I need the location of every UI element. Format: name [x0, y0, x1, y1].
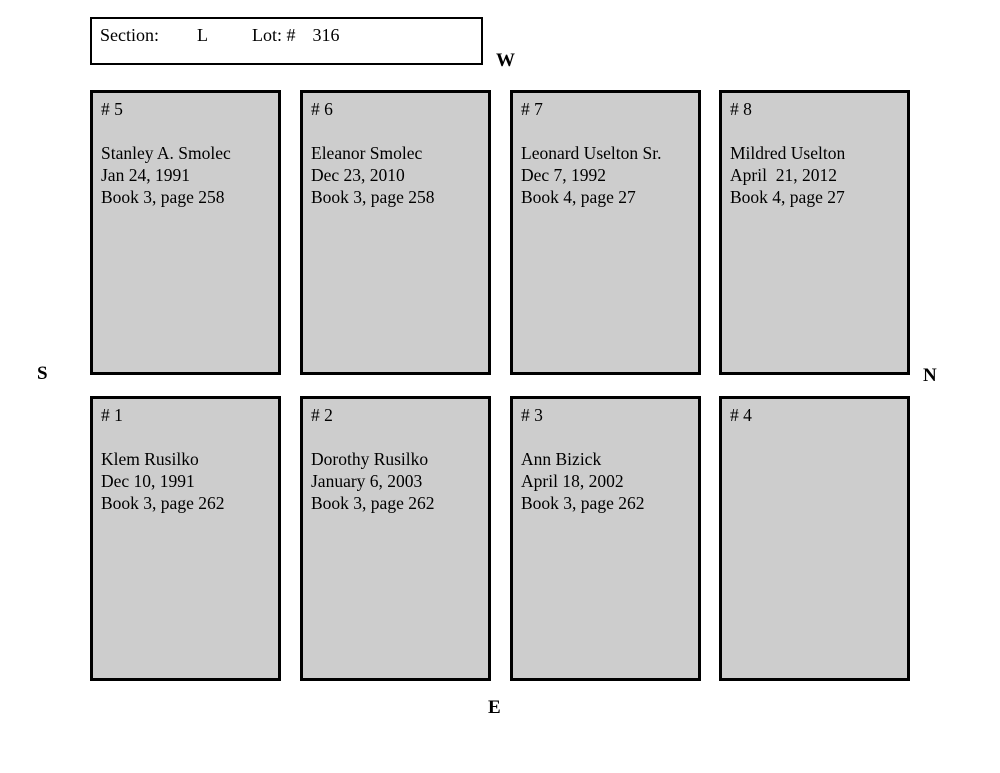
plot-info	[101, 142, 270, 208]
plot-cell-5	[90, 90, 281, 375]
plot-book: Book 4, page 27	[521, 187, 636, 207]
section-lot-header	[90, 17, 483, 65]
plot-cell-2	[300, 396, 491, 681]
plot-date: April 18, 2002	[521, 471, 624, 491]
plot-book: Book 3, page 258	[311, 187, 435, 207]
plot-cell-3	[510, 396, 701, 681]
plot-cell-7	[510, 90, 701, 375]
plot-info	[521, 448, 690, 514]
plot-number: # 8	[730, 99, 752, 119]
compass-east-label: E	[488, 697, 501, 718]
plot-number: # 4	[730, 405, 752, 425]
plot-book: Book 3, page 262	[311, 493, 435, 513]
plot-name: Dorothy Rusilko	[311, 449, 429, 469]
plot-date: Jan 24, 1991	[101, 165, 190, 185]
section-lot-text	[92, 19, 481, 46]
plot-cell-8	[719, 90, 910, 375]
plot-date: Dec 23, 2010	[311, 165, 405, 185]
plot-date: January 6, 2003	[311, 471, 423, 491]
plot-cell-4	[719, 396, 910, 681]
plot-info	[311, 142, 480, 208]
plot-book: Book 3, page 258	[101, 187, 225, 207]
plot-number: # 7	[521, 99, 543, 119]
plot-number: # 2	[311, 405, 333, 425]
plot-number: # 1	[101, 405, 123, 425]
plot-book: Book 3, page 262	[101, 493, 225, 513]
lot-value: 316	[312, 25, 340, 45]
plot-date: April 21, 2012	[730, 165, 837, 185]
plot-date: Dec 7, 1992	[521, 165, 607, 185]
plot-number: # 3	[521, 405, 543, 425]
plot-book: Book 3, page 262	[521, 493, 645, 513]
plot-name: Ann Bizick	[521, 449, 602, 469]
compass-north-label: N	[923, 365, 937, 386]
plot-info	[101, 448, 270, 514]
plot-name: Leonard Uselton Sr.	[521, 143, 662, 163]
section-label: Section:	[100, 25, 159, 45]
compass-south-label: S	[37, 363, 48, 384]
plot-book: Book 4, page 27	[730, 187, 845, 207]
compass-west-label: W	[496, 50, 515, 71]
plot-number: # 5	[101, 99, 123, 119]
plot-name: Eleanor Smolec	[311, 143, 423, 163]
plot-name: Stanley A. Smolec	[101, 143, 231, 163]
plot-name: Mildred Uselton	[730, 143, 846, 163]
plot-date: Dec 10, 1991	[101, 471, 195, 491]
plot-info	[311, 448, 480, 514]
plot-cell-1	[90, 396, 281, 681]
plot-info	[521, 142, 690, 208]
section-value: L	[197, 25, 208, 45]
lot-label: Lot: #	[252, 25, 296, 45]
plot-cell-6	[300, 90, 491, 375]
plot-info	[730, 142, 899, 208]
plot-name: Klem Rusilko	[101, 449, 199, 469]
plot-number: # 6	[311, 99, 333, 119]
